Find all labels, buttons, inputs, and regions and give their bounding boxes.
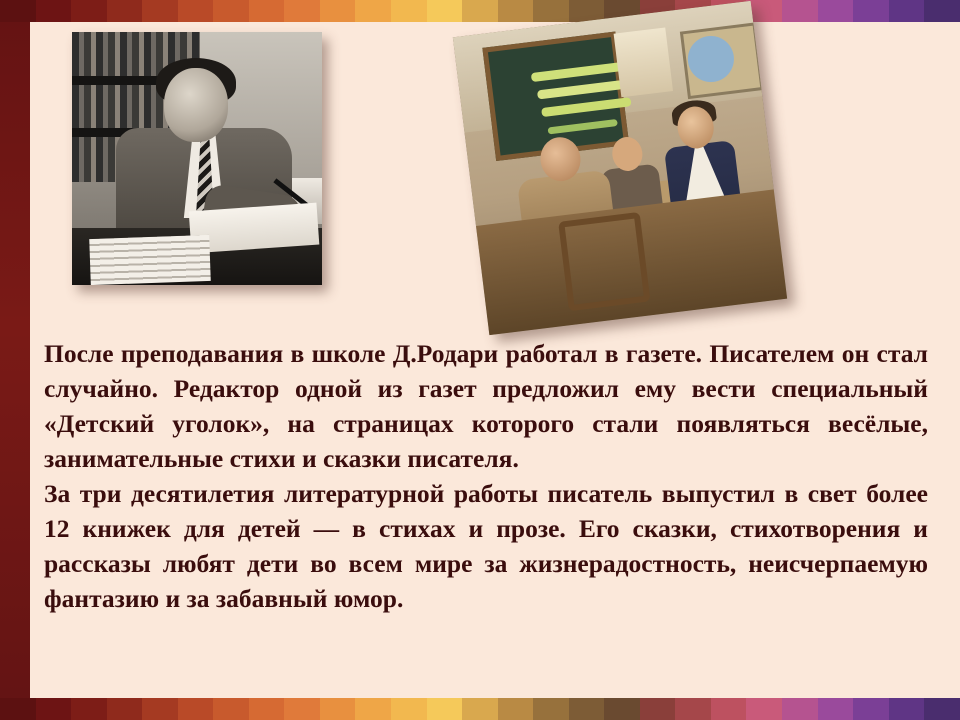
band-segment bbox=[107, 698, 143, 720]
band-segment bbox=[462, 0, 498, 22]
chalk-decoration bbox=[548, 119, 618, 134]
band-segment bbox=[142, 698, 178, 720]
slide-body-text bbox=[44, 336, 928, 616]
band-segment bbox=[178, 0, 214, 22]
band-segment bbox=[284, 0, 320, 22]
man-head bbox=[164, 68, 228, 142]
band-segment bbox=[427, 0, 463, 22]
band-segment bbox=[71, 698, 107, 720]
band-segment bbox=[427, 698, 463, 720]
band-segment bbox=[889, 0, 925, 22]
band-segment bbox=[818, 0, 854, 22]
band-segment bbox=[36, 0, 72, 22]
band-segment bbox=[924, 698, 960, 720]
wall-map bbox=[680, 22, 764, 99]
bottom-decorative-band bbox=[0, 698, 960, 720]
band-segment bbox=[569, 698, 605, 720]
band-segment bbox=[889, 698, 925, 720]
band-segment bbox=[213, 0, 249, 22]
chair-back bbox=[558, 212, 650, 311]
band-segment bbox=[284, 698, 320, 720]
chalk-text-line bbox=[541, 97, 631, 117]
band-segment bbox=[249, 0, 285, 22]
band-segment bbox=[462, 698, 498, 720]
paragraph-2: За три десятилетия литературной работы писатель выпустил в свет более 12 книжек для детей — в стихах и прозе. Его сказки, стихотворения и рассказы любят дети во всем мире за жизнерадостность, неисчерпаемую фантазию и за забавный юмор. bbox=[44, 479, 928, 613]
band-segment bbox=[818, 698, 854, 720]
band-segment bbox=[711, 698, 747, 720]
paper-stack bbox=[89, 235, 211, 285]
band-segment bbox=[498, 698, 534, 720]
band-segment bbox=[853, 698, 889, 720]
band-segment bbox=[604, 698, 640, 720]
band-segment bbox=[675, 698, 711, 720]
band-segment bbox=[640, 698, 676, 720]
band-segment bbox=[853, 0, 889, 22]
band-segment bbox=[320, 0, 356, 22]
chalk-text-line bbox=[531, 61, 627, 82]
top-decorative-band bbox=[0, 0, 960, 22]
gianni-rodari-classroom-color-photo bbox=[453, 1, 787, 335]
band-segment bbox=[533, 0, 569, 22]
chalk-text-line bbox=[537, 80, 623, 99]
band-segment bbox=[178, 698, 214, 720]
band-segment bbox=[320, 698, 356, 720]
band-segment bbox=[213, 698, 249, 720]
left-column-gradient bbox=[0, 22, 30, 698]
band-segment bbox=[782, 0, 818, 22]
wall-poster bbox=[614, 27, 673, 97]
band-segment bbox=[0, 698, 36, 720]
band-segment bbox=[498, 0, 534, 22]
band-segment bbox=[746, 698, 782, 720]
band-segment bbox=[391, 0, 427, 22]
left-decorative-column bbox=[0, 0, 30, 720]
paragraph-1: После преподавания в школе Д.Родари работал в газете. Писателем он стал случайно. Редактор одной из газет предложил ему вести специальный «Детский уголок», на страницах которого стали появляться весёлые, занимательные стихи и сказки писателя. bbox=[44, 339, 928, 473]
band-segment bbox=[533, 698, 569, 720]
band-segment bbox=[36, 698, 72, 720]
band-segment bbox=[249, 698, 285, 720]
band-segment bbox=[142, 0, 178, 22]
band-segment bbox=[71, 0, 107, 22]
band-segment bbox=[107, 0, 143, 22]
band-segment bbox=[355, 698, 391, 720]
gianni-rodari-writing-bw-photo bbox=[72, 32, 322, 285]
band-segment bbox=[355, 0, 391, 22]
band-segment bbox=[391, 698, 427, 720]
band-segment bbox=[782, 698, 818, 720]
band-segment bbox=[924, 0, 960, 22]
